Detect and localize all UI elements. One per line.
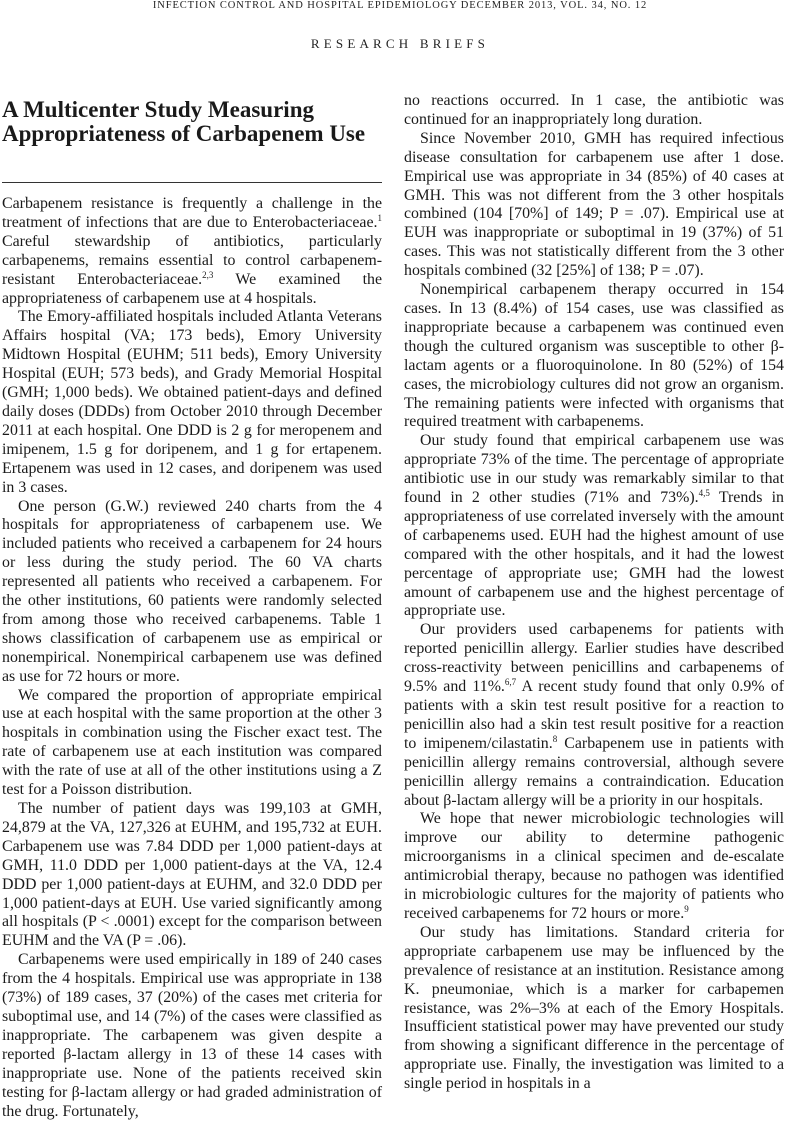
body-paragraph [2,308,382,497]
citation-superscript: 1 [377,212,382,223]
paragraph-text: Carbapenems were used empirically in 189 of 240 cases from the 4 hospitals. Empirical use was appropriate in 138 (73%) of 189 cases, 37 (20%) of the cases met criteria for suboptimal use, and 14 (7%) of the cases were classified as inappropriate. The carbapenem was given despite a reported β-lactam allergy in 13 of these 14 cases with inappropriate use. None of the patients received skin testing for β-lactam allergy or had graded administration of the drug. Fortunately, [2,951,382,1120]
body-paragraph [2,195,382,308]
citation-superscript: 6,7 [504,677,517,688]
title-line-1: A Multicenter Study Measuring [2,97,314,122]
paragraph-text: no reactions occurred. In 1 case, the antibiotic was continued for an inappropriately long duration. [404,92,784,128]
body-paragraph [404,924,784,1094]
paragraph-text: Our providers used carbapenems for patients with reported penicillin allergy. Earlier studies have described cross-reactivity between penicillins and carbapenems of 9.5% and 11%. [404,621,784,696]
paragraph-text: One person (G.W.) reviewed 240 charts from the 4 hospitals for appropriateness of carbapenem use. We included patients who received a carbapenem for 24 hours or less during the study period. The 60 VA charts represented all patients who received a carbapenem. For the other institutions, 60 patients were randomly selected from among those who received carbapenems. Table 1 shows classification of carbapenem use as empirical or nonempirical. Nonempirical carbapenem use was defined as use for 72 hours or more. [2,497,382,685]
paragraph-text: The Emory-affiliated hospitals included Atlanta Veterans Affairs hospital (VA; 173 beds), Emory University Midtown Hospital (EUHM; 511 beds), Emory University Hospital (EUH; 573 beds), and Grady Memorial Hospital (GMH; 1,000 beds). We obtained patient-days and defined daily doses (DDDs) from October 2010 through December 2011 at each hospital. One DDD is 2 g for meropenem and imipenem, 1.5 g for doripenem, and 1 g for ertapenem. Ertapenem was used in 12 cases, and doripenem was used in 3 cases. [2,308,382,496]
right-column [404,92,784,1094]
body-paragraph [2,498,382,687]
paragraph-text: Nonempirical carbapenem therapy occurred in 154 cases. In 13 (8.4%) of 154 cases, use was classified as inappropriate because a carbapenem was continued even though the cultured organism was susceptible to other β-lactam agents or a fluoroquinolone. In 80 (52%) of 154 cases, the microbiology cultures did not grow an organism. The remaining patients were infected with organisms that required treatment with carbapenems. [404,281,784,431]
body-paragraph [2,687,382,800]
body-paragraph [404,621,784,810]
paragraph-text: We hope that newer microbiologic technologies will improve our ability to determine pathogenic microorganisms in a clinical specimen and de-escalate antimicrobial therapy, because no pathogen was identified in microbiologic cultures for the majority of patients who received carbapenems for 72 hours or more. [404,810,784,922]
paragraph-text: We compared the proportion of appropriate empirical use at each hospital with the same proportion at the other 3 hospitals in combination using the Fischer exact test. The rate of carbapenem use at each institution was compared with the rate of use at all of the other institutions using a Z test for a Poisson distribution. [2,686,382,799]
paragraph-text: Carbapenem use in patients with penicillin allergy remains controversial, although severe penicillin allergy remains a contraindication. Education about β-lactam allergy will be a priority in our hospitals. [404,734,784,809]
citation-superscript: 9 [684,903,689,914]
paragraph-text: The number of patient days was 199,103 at GMH, 24,879 at the VA, 127,326 at EUHM, and 195,732 at EUH. Carbapenem use was 7.84 DDD per 1,000 patient-days at GMH, 11.0 DDD per 1,000 patient-days at the VA, 12.4 DDD per 1,000 patient-days at EUHM, and 32.0 DDD per 1,000 patient-days at EUH. Use varied significantly among all hospitals (P < .0001) except for the comparison between EUHM and the VA (P = .06). [2,800,382,950]
paragraph-text: Careful stewardship of antibiotics, particularly carbapenems, remains essential to control carbapenem-resistant Enterobacteriaceae. [2,232,382,288]
paragraph-text: Our study found that empirical carbapenem use was appropriate 73% of the time. The percentage of appropriate antibiotic use in our study was remarkably similar to that found in 2 other studies (71% and 73%). [404,432,784,507]
title-line-2: Appropriateness of Carbapenem Use [2,121,366,146]
body-paragraph [404,92,784,130]
citation-superscript: 8 [552,733,558,744]
citation-superscript: 2,3 [202,269,214,280]
left-column [2,90,382,1121]
title-rule [2,182,382,183]
paragraph-text: Trends in appropriateness of use correlated inversely with the amount of carbapenems used. EUH had the highest amount of use compared with the other hospitals, and it had the lowest percentage of appropriate use; GMH had the lowest amount of carbapenem use and the highest percentage of appropriate use. [404,489,784,620]
paragraph-text: Our study has limitations. Standard criteria for appropriate carbapenem use may be influenced by the prevalence of resistance at an institution. Resistance among K. pneumoniae, which is a marker for carbapemen resistance, was 2%–3% at each of the Emory Hospitals. Insufficient statistical power may have prevented our study from showing a significant difference in the percentage of appropriate use. Finally, the investigation was limited to a single period in hospitals in a [404,923,784,1093]
body-paragraph [404,281,784,432]
body-paragraph [404,130,784,281]
left-paragraphs [2,195,382,1121]
paragraph-text: We examined the appropriateness of carbapenem use at 4 hospitals. [2,270,383,307]
paragraph-text: Carbapenem resistance is frequently a challenge in the treatment of infections that are due to Enterobacteriaceae. [2,195,382,231]
body-paragraph [2,951,382,1121]
body-paragraph [2,800,382,951]
running-head: INFECTION CONTROL AND HOSPITAL EPIDEMIOLOGY DECEMBER 2013, VOL. 34, NO. 12 [152,0,648,11]
paragraph-text: A recent study found that only 0.9% of patients with a skin test result positive for a reaction to penicillin also had a skin test result positive for a reaction to imipenem/cilastatin. [404,678,784,752]
right-paragraphs [404,92,784,1094]
article-title [2,98,382,146]
paragraph-text: Since November 2010, GMH has required infectious disease consultation for carbapenem use after 1 dose. Empirical use was appropriate in 34 (85%) of 40 cases at GMH. This was not different from the 3 other hospitals combined (104 [70%] of 149; P = .07). Empirical use at EUH was inappropriate or suboptimal in 19 (37%) of 51 cases. This was not statistically different from the 3 other hospitals combined (32 [25%] of 138; P = .07). [404,129,784,280]
citation-superscript: 4,5 [698,488,710,499]
body-paragraph [404,810,784,923]
section-heading: RESEARCH BRIEFS [310,36,490,51]
body-paragraph [404,432,784,621]
